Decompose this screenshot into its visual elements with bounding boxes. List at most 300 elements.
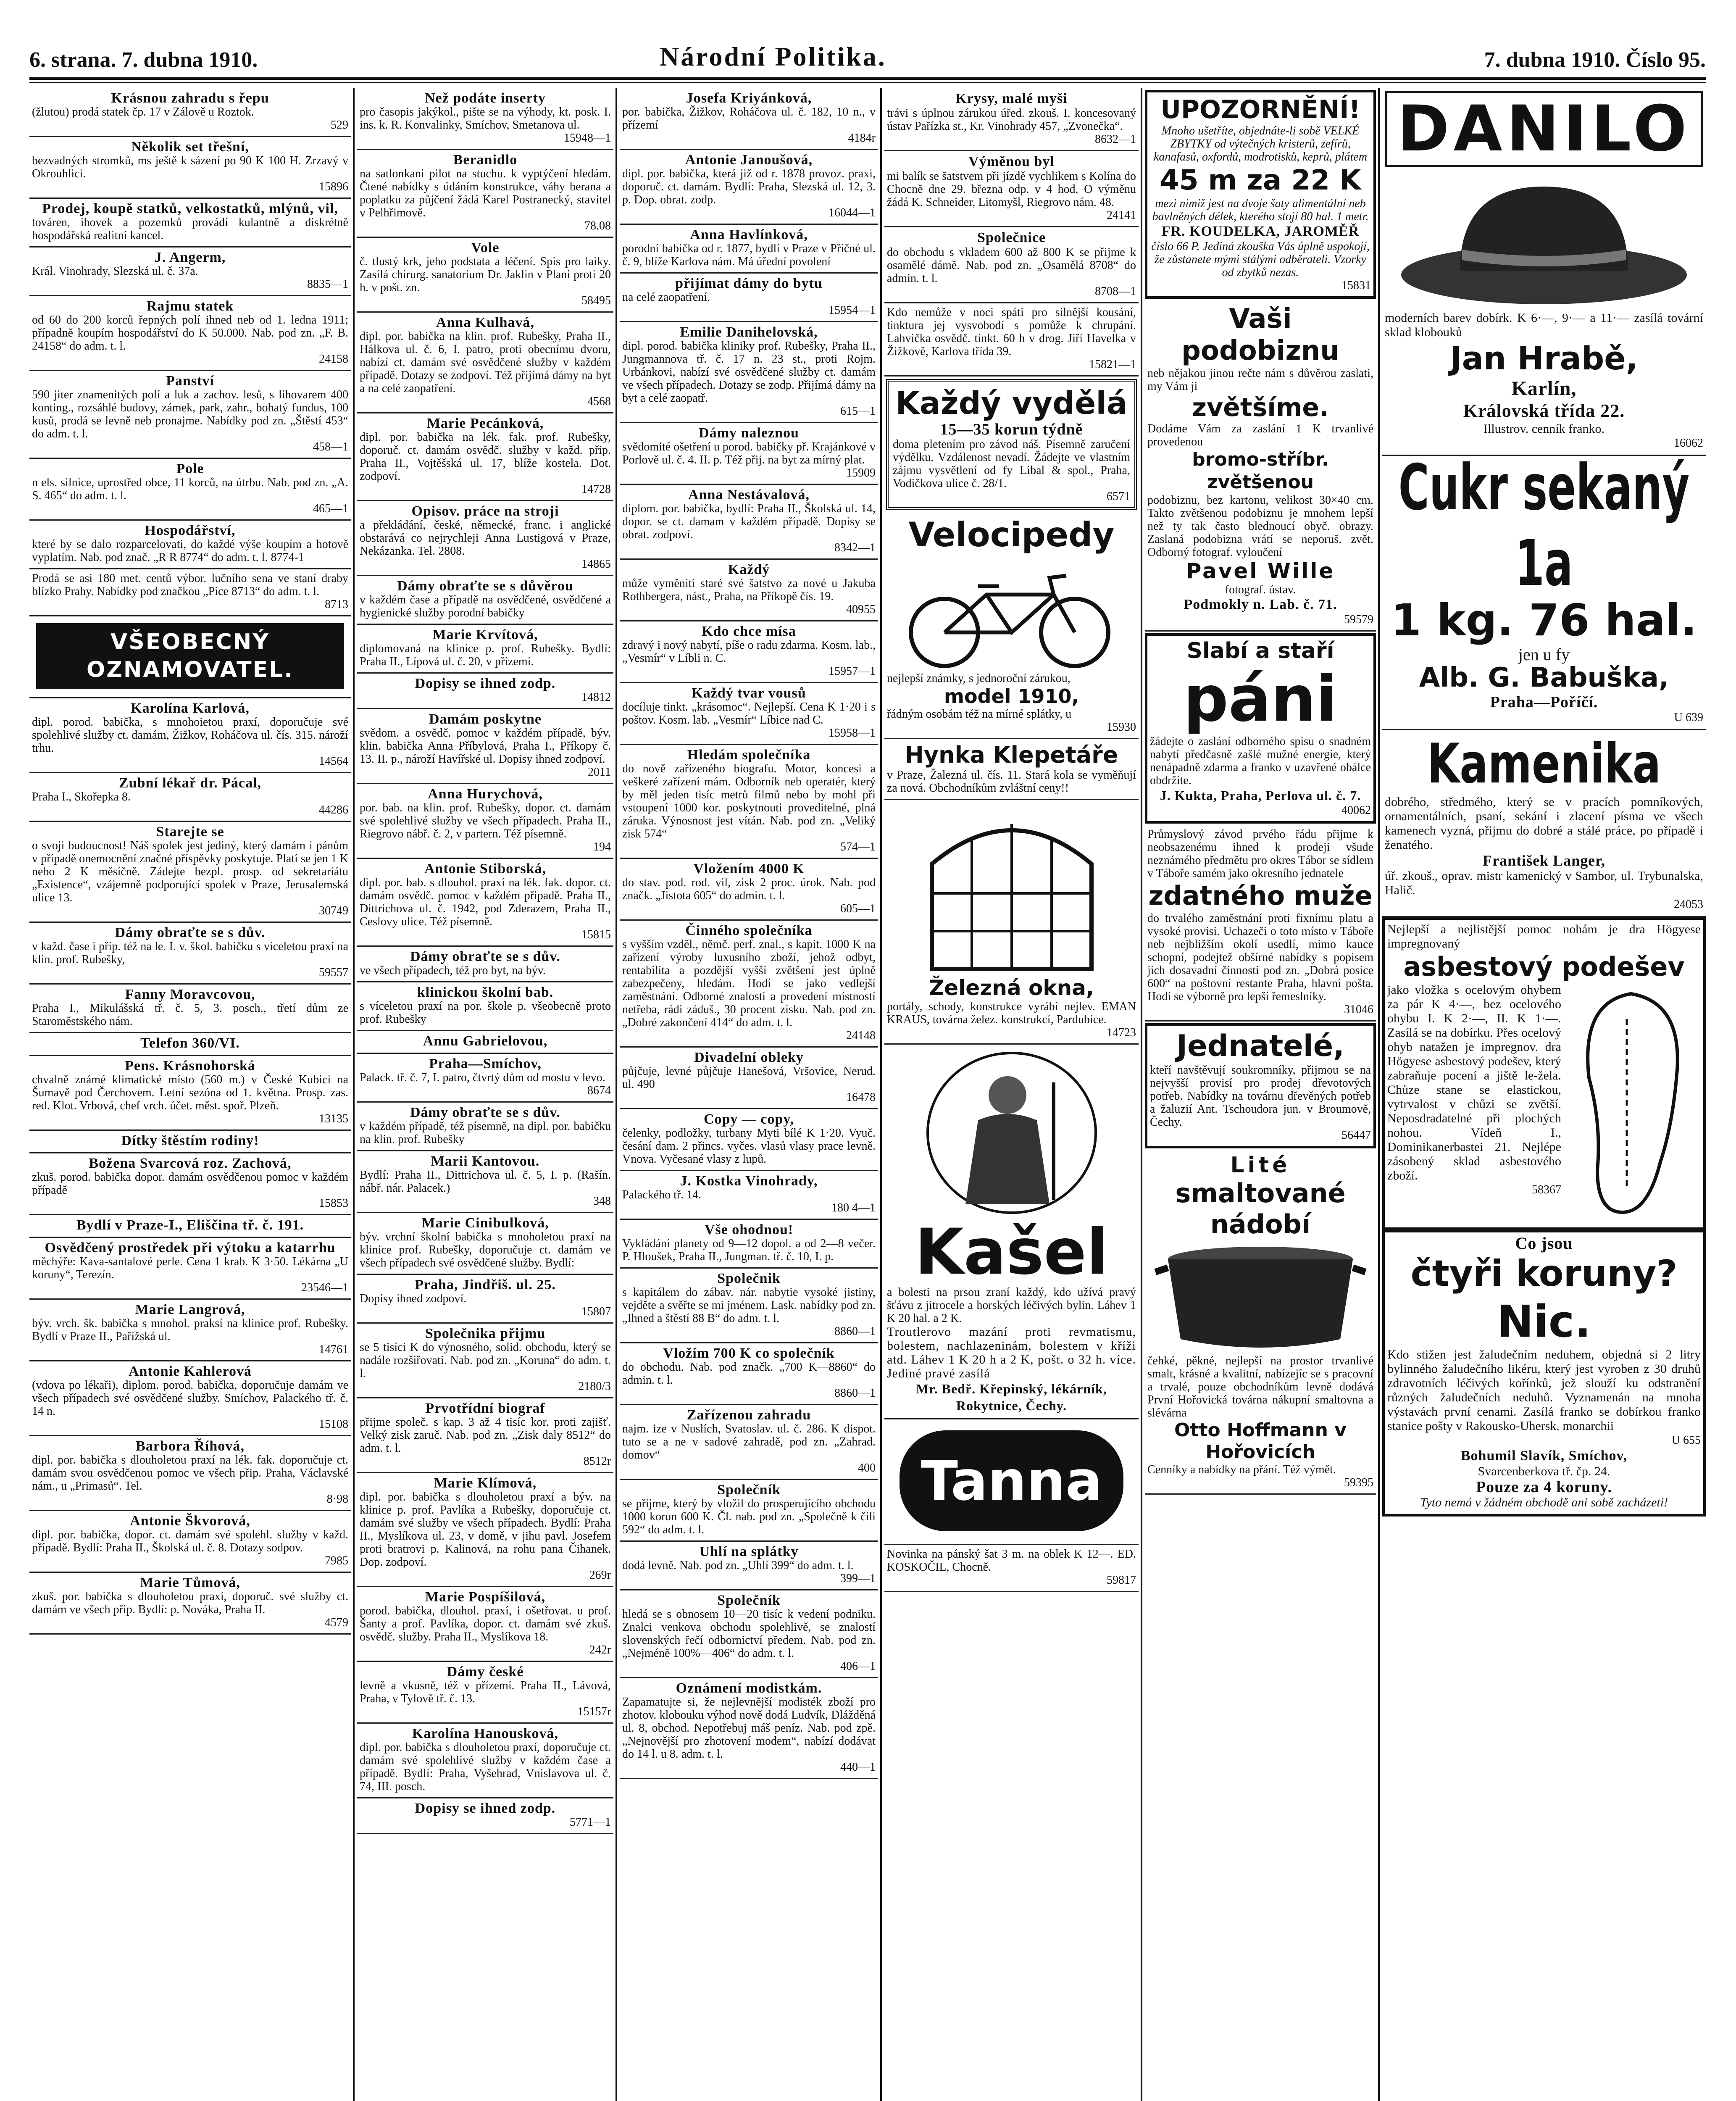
ad-heading: klinickou školní bab. (417, 985, 554, 1000)
display-ad (1382, 917, 1706, 1230)
ad-heading: Copy — copy, (703, 1111, 794, 1127)
classified-ad (357, 859, 613, 947)
classified-ad (29, 199, 351, 247)
ad-heading: Osvědčený prostředek při výtoku a katarrhu (45, 1240, 336, 1256)
classified-ad (620, 1269, 878, 1343)
ad-code: 14761 (319, 1343, 348, 1356)
classified-ad (29, 985, 351, 1033)
classified-ad (357, 313, 613, 413)
ad-text: v každ. čase i přip. též na le. I. v. škol. babičku s víceletou praxí na klin. prof. Rubešky, (32, 940, 348, 966)
classified-ad (357, 1103, 613, 1151)
classified-ad (884, 151, 1139, 227)
ad-text: jen u fy (1518, 645, 1570, 664)
ad-text: levně a vkusně, též v přízemí. Praha II., Lávová, Praha, v Tylově tř. č. 13. (360, 1679, 611, 1705)
ad-code: 348 (593, 1195, 611, 1208)
ad-display-title: Železná okna, (929, 976, 1094, 1000)
ad-heading: Výměnou byl (968, 154, 1055, 169)
ad-text: Kdo nemůže v noci spáti pro silnější kousání, tinktura jej vysvobodí s pomůže k chrupání. Lahvička osvědč. tinkt. 60 h v drog. Jiří Havelka v Žižkově, Karlova třída 39. (887, 306, 1136, 358)
classified-ad (884, 303, 1139, 376)
ad-firm: Alb. G. Babuška, (1419, 662, 1669, 693)
ad-code: 16044—1 (829, 206, 876, 219)
ad-text: jako vložka s ocelovým ohybem za pár K 4·—, bez ocelového ohybu I. K 2·—, II. K 1·—. Zasílá se na dobírku. Přes ocelový ohyb natažen je impregnov. dra Högyese asbestový podešev, který zabraňuje pocení a jiště le-žela. Chůze stane se elastickou, vytrvalost v chůzi se zvětší. Neposdradatelné při plochých nohou. Vídeň I., Dominikanerbastei 21. Nejlépe zásobený sklad asbestového zboží. (1387, 983, 1561, 1182)
ad-text: porodní babička od r. 1877, bydlí v Praze v Příčné ul. č. 9, blíže Karlova nám. Má úřední povolení (622, 242, 876, 268)
ad-code: 24158 (319, 353, 348, 366)
classified-ad (357, 1151, 613, 1213)
ad-text: portály, schody, konstrukce vyrábí nejlev. EMAN KRAUS, továrna želez. konstrukcí, Pardubice. (887, 1000, 1136, 1026)
ad-text: na celé zaopatření. (622, 291, 710, 304)
ad-text: dipl. por. babička, která již od r. 1878 provoz. praxi, doporuč. ct. damám. Bydlí: Praha, Slezská ul. 12, 3. p. Dop. obrat. zodp. (622, 167, 876, 206)
classified-ad (357, 1398, 613, 1473)
classified-ad (357, 1031, 613, 1054)
ad-code: 8835—1 (307, 278, 348, 291)
ad-code: 59817 (1107, 1574, 1136, 1587)
ad-display-title: Každý vydělá (895, 385, 1128, 421)
ad-heading: Beranidlo (453, 152, 518, 168)
ad-heading: Marii Kantovou. (431, 1153, 540, 1169)
display-ad (1145, 633, 1376, 824)
tanna-logo: Tanna (921, 1449, 1102, 1513)
ad-heading: Dámy české (447, 1664, 524, 1680)
ad-text: které by se dalo rozparcelovati, do každé výše koupím a hotově vyplatím. Nab. pod znač. „R R 8774“ do adm. t. l. 8774-1 (32, 538, 348, 564)
ad-text: pro časopis jakýkol., pište se na výhody, kt. posk. I. ins. k. R. Konvalinky, Smíchov, Smetanova ul. (360, 105, 611, 132)
ad-text: Nejlepší a nejlistější pomoc nohám je dra Högyese impregnovaný (1387, 922, 1701, 950)
ad-subtitle: Co jsou (1515, 1234, 1573, 1253)
ad-subtitle: zvětšíme. (1192, 393, 1329, 422)
ad-subtitle: 15—35 korun týdně (940, 421, 1083, 438)
classified-ad (357, 1213, 613, 1275)
classified-ad (620, 859, 878, 921)
ad-heading: Antonie Janoušová, (685, 152, 813, 168)
ad-code: 78.08 (584, 219, 611, 232)
classified-ad (884, 800, 1139, 1045)
ad-heading: Oznámení modistkám. (676, 1680, 822, 1696)
ad-code: 440—1 (840, 1761, 876, 1774)
ad-text: číslo 66 P. Jediná zkouška Vás úplně uspokojí, že zůstanete mými stálými odběrateli. Vzorky od zbytků nezas. (1151, 240, 1370, 279)
column-4 (884, 88, 1139, 2101)
ad-text: se 5 tisíci K do výnosného, solid. obchodu, který se nadále rozšiřovati. Nab. pod zn. „Koruna“ do adm. t. l. (360, 1341, 611, 1380)
ad-display-title: Slabí a staří (1186, 638, 1334, 663)
ad-text: býv. vrchní školní babička s mnoholetou praxí na klinice prof. Rubešky, doporučuje ct. damám ve všech případech své osvědčené služby. Bydlí: (360, 1230, 611, 1269)
classified-ad (884, 227, 1139, 303)
display-ad (1382, 88, 1706, 456)
ad-text: se přijme, který by vložil do prosperujícího obchodu 1000 korun 600 K. Čl. nab. pod zn. „Společně k čili 592“ do adm. t. l. (622, 1497, 876, 1536)
ad-heading: Pole (176, 461, 204, 477)
ad-code: 16062 (1674, 437, 1703, 450)
ad-code: 15954—1 (829, 304, 876, 317)
ad-heading: Pens. Krásnohorská (125, 1058, 255, 1074)
ad-code: 14812 (581, 691, 611, 704)
ad-code: 399—1 (840, 1572, 876, 1585)
ad-text: do trvalého zaměstnání proti fixnímu platu a vysoké provisi. Uchazeči o toto místo v Táboře neb nejbližším okolí usedlí, mimo kauce schopní, podejtež obšírné nabídky s popisem jich dosavadní činnosti pod zn. „Dobrá posice 600“ na poštovní restante Praha, hlavní pošta. Hodí se výborně pro lepší řemeslníky. (1147, 912, 1373, 1003)
ad-display-title: čtyři koruny? (1410, 1253, 1678, 1295)
ad-text: Palackého tř. 14. (622, 1188, 702, 1201)
display-ad (1382, 730, 1706, 917)
display-ad (1145, 825, 1376, 1022)
ad-text: čehké, pěkné, nejlepší na prostor trvanlivé smalt, krásné a kvalitní, nabízejíc se s pracovní a trvalé, pouze obchodníkům levně dodává První Hořovická továrna nákupní smaltovna a slévárna (1147, 1354, 1373, 1419)
ad-text: dipl. por. babička, dopor. ct. damám své spolehl. služby v každ. případě. Bydlí: Praha II., Školská ul. č. 8. Dotazy sodpov. (32, 1528, 348, 1554)
ad-heading: Antonie Škvorová, (130, 1513, 250, 1529)
ad-firm: Jan Hrabě, (1450, 340, 1638, 377)
ad-code: 15807 (581, 1305, 611, 1318)
hat-illustration (1389, 170, 1699, 308)
ad-code: 194 (593, 840, 611, 853)
classified-ad (29, 1511, 351, 1573)
ad-heading: Několik set třešní, (131, 139, 249, 155)
ad-heading: Anna Havlínková, (690, 227, 808, 242)
ad-heading: Vložím 700 K co společník (663, 1345, 835, 1361)
ad-subtitle: bromo-stříbr. zvětšenou (1192, 449, 1329, 493)
classified-ad (620, 150, 878, 225)
ad-heading: Každý (728, 562, 770, 577)
ad-text: může vyměniti staré své šatstvo za nové u Jakuba Rothbergera, nást., Praha, na Příkopě čís. 19. (622, 577, 876, 603)
column-divider (880, 88, 882, 2101)
ad-text: Dodáme Vám za zaslání 1 K trvanlivé provedenou (1147, 422, 1373, 448)
ad-code: 465—1 (313, 502, 348, 515)
ad-heading: Starejte se (156, 824, 224, 840)
ad-heading: Krysy, malé myši (955, 91, 1068, 106)
ad-text: Průmyslový závod prvého řádu přijme k neobsazenému ihned k prodeji všude neznámého předmětu pro okres Tábor se sídlem v Táboře samém jako okresního jednatele (1147, 828, 1373, 880)
ad-text: býv. vrch. šk. babička s mnohol. praksí na klinice prof. Rubešky. Bydlí v Praze II., Pařížská ul. (32, 1317, 348, 1343)
classified-ad (884, 739, 1139, 800)
ad-code: 574—1 (840, 840, 876, 853)
classified-ad (620, 683, 878, 745)
ad-display-title: Nic. (1497, 1296, 1591, 1347)
ad-code: 8713 (325, 598, 348, 611)
ad-firm: Otto Hoffmann v Hořovicích (1174, 1419, 1347, 1463)
ad-heading: Společnika přijmu (425, 1326, 546, 1341)
ad-code: 40955 (846, 603, 876, 616)
ad-heading: Bydlí v Praze-I., Eliščina tř. č. 191. (76, 1217, 304, 1233)
newspaper-title: Národní Politika. (660, 42, 886, 71)
classified-ad (884, 512, 1139, 739)
arched-window-illustration (894, 805, 1129, 973)
classified-ad (620, 1171, 878, 1220)
display-ad (1382, 1230, 1706, 1517)
ad-text: Praha I., Skořepka 8. (32, 790, 131, 803)
ad-code: U 655 (1671, 1434, 1701, 1447)
ad-code: 406—1 (840, 1660, 876, 1673)
ad-heading: Marie Cinibulková, (421, 1215, 549, 1231)
ad-text: zkuš. por. babička s dlouholetou praxí, doporuč. své služby ct. damám ve všech přip. Bydlí: p. Nováka, Praha II. (32, 1590, 348, 1616)
classified-ad (29, 88, 351, 137)
ad-firm: Pavel Wille (1186, 559, 1335, 583)
ad-text: nejlepší známky, s jednoroční zárukou, (887, 672, 1071, 685)
ad-heading: Dámy naleznou (699, 425, 799, 441)
classified-ad (884, 88, 1139, 151)
ad-text: Král. Vinohrady, Slezská ul. č. 37a. (32, 265, 198, 278)
ad-code: 15958—1 (829, 727, 876, 740)
ad-text: dipl. porod. babička kliniky prof. Rubešky, Praha II., Jungmannova tř. č. 17 n. 23 st., proti Rojm. Urbánkovi, nabízí své osvědčené služby ct. damám ve všech případech. Dotazy se zodp. Přijímá dámy na byt a celé zaopatř. (622, 340, 876, 405)
ad-text: diplomovaná na klinice p. prof. Rubešky. Bydlí: Praha II., Lípová ul. č. 20, v přízemí. (360, 642, 611, 668)
classified-ad (884, 1545, 1139, 1592)
ad-code: 59557 (319, 966, 348, 979)
ad-heading: Anna Kulhavá, (436, 315, 535, 330)
ad-heading: Marie Pospíšilová, (425, 1589, 546, 1605)
classified-ad (620, 485, 878, 560)
classified-ad (620, 1220, 878, 1269)
ad-text: o svoji budoucnost! Náš spolek jest jediný, který damám i pánům v případě onemocnění značné příspěvky poskytuje. Platí se jen 1 K nebo 2 K měsíčně. Zádejte bezpl. prosp. od sekretariátu „Existence“, vzájemně podporující spolek v Praze, Jerusalemská ulice 13. (32, 839, 348, 904)
ad-text: s víceletou praxí na por. škole p. všeobecně proto prof. Rubešky (360, 1000, 611, 1026)
ad-heading: Emilie Danihelovská, (680, 324, 818, 340)
classified-ad (29, 1300, 351, 1361)
display-ad (1382, 456, 1706, 730)
classified-ad (886, 379, 1137, 510)
ad-price: Pouze za 4 koruny. (1476, 1478, 1612, 1496)
ad-text: Prodá se asi 180 met. centů výbor. lučního sena ve staní draby blízko Prahy. Nabídky pod značkou „Pice 8713“ do adm. t. l. (32, 572, 348, 598)
ad-text: Bydlí: Praha II., Dittrichova ul. č. 5, I. p. (Rašín. nábř. nár. Palacek.) (360, 1169, 611, 1195)
classified-ad (29, 1361, 351, 1436)
ad-code: 458—1 (313, 440, 348, 453)
ad-heading: Dítky štěstím rodiny! (121, 1133, 259, 1148)
classified-ad (620, 1480, 878, 1542)
ad-display-title: Kamenika (1427, 732, 1661, 796)
ad-text: dipl. por. babička s dlouholetou praxí a býv. na klinice p. prof. Pavlíka a Rubešky, doporučuje ct. damám své služby ve všech případech. Bydlí: Praha II., Myslíkova ul. 23, v domě, v jihu pavl. Josefem proti bratrovi p. Kalinová, na rohu pana Čihanek. Dop. zodpoví. (360, 1490, 611, 1569)
insole-illustration (1564, 985, 1698, 1221)
classified-ad (620, 1542, 878, 1590)
page-header (29, 25, 1706, 76)
classified-ad (29, 1056, 351, 1131)
classified-ad (357, 1275, 613, 1324)
classified-ad (620, 745, 878, 859)
column-6 (1382, 88, 1706, 2101)
classified-ad (620, 621, 878, 683)
ad-heading: Než podáte inserty (424, 90, 546, 106)
ad-firm: Bohumil Slavík, Smíchov, (1460, 1448, 1628, 1464)
classified-ad (620, 560, 878, 621)
ad-text: Dopisy ihned zodpoví. (360, 1292, 467, 1305)
ad-heading: Anna Hurychová, (428, 786, 543, 802)
ad-heading: Zařízenou zahradu (687, 1407, 811, 1423)
ad-text: přijme společ. s kap. 3 až 4 tisíc kor. proti zajišť. Velký zisk zaruč. Nab. pod zn. „Zisk daly 8512“ do adm. t. l. (360, 1416, 611, 1455)
ad-text: dipl. por. babička s dlouholetou praxí, doporučuje ct. damám své spolehlivé služby v každém čase a případě. Bydlí: Praha, Vyšehrad, Vnislavova ul. č. 74, III. posch. (360, 1741, 611, 1793)
ad-text: zdravý i nový nabytí, píše o radu zdarma. Kosm. lab., „Vesmír“ v Líbli n. C. (622, 639, 876, 665)
classified-ad (29, 1215, 351, 1238)
ad-text: hledá se s obnosem 10—20 tisíc k vedení podniku. Znalci venkova obchodu spolehlivě, se znalostí slovenských řečí odbornictví předem. Nab. pod zn. „Nejméně 100%—406“ do adm. t. l. (622, 1608, 876, 1660)
ad-subheading: Troutlerovo mazání proti revmatismu, bolestem, nachlazeninám, bolestem v kříži atd. Láhev 1 K 20 h a 2 K, pošt. o 32 h. více. Jediné pravé zasílá (887, 1325, 1136, 1380)
ad-heading: Antonie Stiborská, (424, 861, 547, 877)
ad-text: žádejte o zaslání odborného spisu o snadném nabytí předčasně zašlé mužné energie, který nenápadně zdarma a franko v uzavřené obálce obdržíte. (1150, 735, 1371, 787)
ad-heading: Marie Langrová, (135, 1302, 245, 1317)
classified-ad (620, 423, 878, 485)
ad-code: 23546—1 (301, 1281, 348, 1294)
ad-text: dipl. porod. babička, s mnohoietou praxí, doporučuje své spolehlivé služby ct. damám, Žižkov, Roháčova ul. čís. 315. nároží trhu. (32, 716, 348, 755)
ad-display-title: Velocipedy (908, 515, 1115, 554)
classified-ad (29, 296, 351, 371)
ad-text: Vykládání planety od 9—12 dopol. a od 2—8 večer. P. Hloušek, Praha II., Jungman. tř. č. 10, I. p. (622, 1237, 876, 1263)
ad-text: od 60 do 200 korců řepných polí ihned neb od 1. ledna 1911; případně koupím hospodářství do K 50.000. Nab. pod zn. „F. B. 24158“ do adm. t. l. (32, 313, 348, 353)
bicycle-icon (894, 557, 1129, 670)
classified-ad (29, 371, 351, 459)
classified-ad (357, 1054, 613, 1103)
classified-ad (620, 1343, 878, 1405)
classified-ad (620, 1590, 878, 1678)
ad-text: por. bab. na klin. prof. Rubešky, dopor. ct. damám své spolehlivé služby ve všech případech. Praha II., Riegrovo nábř. č. 2, v partern. Též písemně. (360, 801, 611, 840)
ad-code: 13135 (319, 1112, 348, 1125)
ad-code: 58367 (1532, 1183, 1561, 1196)
classified-ad (29, 616, 351, 698)
classified-ad (357, 1798, 613, 1834)
ad-heading: Hospodářství, (145, 523, 236, 538)
ad-text: a bolesti na prsou zraní každý, kdo užívá pravý šťávu z jitrocele a horských léčivých bylin. Láhev 1 K 20 hal. a 2 K. (887, 1286, 1136, 1325)
column-divider (1141, 88, 1142, 2101)
ad-heading: Společnice (977, 230, 1046, 245)
ad-code: 15896 (319, 180, 348, 193)
ad-text: Svarcenberkova tř. čp. 24. (1478, 1464, 1610, 1478)
classified-ad (29, 923, 351, 985)
ad-code: 4579 (325, 1616, 348, 1629)
ad-text: s vyšším vzděl., němč. perf. znal., s kapit. 1000 K na zařízení výroby luxusního zboží, jehož odbyt, rentabilita a pozdější vyšší zvětšení jest úplně zabezpečeny, hledám. Hodí se jako vedlejší zaměstnání. Odborné znalosti a provedení místností netřeba, rádi záduš., 30 procent zisku. Nab. pod zn. „Dobré zakončení 414“ do adm. t. l. (622, 938, 876, 1029)
ad-text: (vdova po lékaři), diplom. porod. babička, doporučuje damám ve všech případech své osvědčené služby. Smíchov, Palackého tř. č. 14 n. (32, 1379, 348, 1418)
ad-heading: Josefa Kriyánková, (686, 90, 812, 106)
ad-heading: Vše ohodnou! (704, 1222, 794, 1237)
column-2 (357, 88, 613, 2101)
ad-subtitle: model 1910, (944, 685, 1079, 708)
ad-code: 30749 (319, 904, 348, 917)
ad-text: Tyto nemá v žádném obchodě ani sobě zacházeti! (1420, 1495, 1668, 1509)
ad-text: úř. zkouš., oprav. mistr kamenický v Sambor, ul. Trybunalska, Halič. (1385, 869, 1703, 897)
newspaper-page (29, 25, 1706, 2101)
classified-ad (620, 88, 878, 150)
ad-firm: František Langer, (1483, 852, 1605, 869)
ad-code: 4568 (587, 395, 611, 408)
ad-code: 180 4—1 (831, 1201, 876, 1214)
issue-date-number: 7. dubna 1910. Číslo 95. (1484, 48, 1706, 72)
ad-code: 8512r (583, 1455, 611, 1468)
ad-text: v každém případě, též písemně, na dipl. por. babičku na klin. prof. Rubešky (360, 1120, 611, 1146)
ad-code: 15930 (1107, 721, 1136, 734)
ad-heading: Marie Krvítová, (432, 627, 538, 642)
ad-code: 40062 (1341, 804, 1371, 817)
ad-display-title: Vaši podobiznu (1181, 303, 1339, 366)
ad-code: 8342—1 (834, 541, 876, 554)
ad-text: Illustrov. cenník franko. (1483, 422, 1604, 436)
ad-heading: Dopisy se ihned zodp. (415, 676, 556, 691)
classified-ad (357, 625, 613, 674)
ad-code: 59395 (1344, 1476, 1373, 1489)
ad-heading: Činného společníka (685, 923, 813, 938)
ad-text: kteří navštěvují soukromníky, přijmou se na nejvyšší provisí pro prodej dřevotových potřeb. Nabídky na továrnu dřevěných potřeb a žaluzií Ant. Tschoudora jun. v Broumově, Čechy. (1150, 1064, 1371, 1129)
ad-code: 31046 (1344, 1003, 1373, 1016)
ad-text: č. tlustý krk, jeho podstata a léčení. Spis pro laiky. Zasílá chirurg. sanatorium Dr. Jaklin v Plani proti 20 h. v pošt. zn. (360, 255, 611, 294)
ad-code: 605—1 (840, 902, 876, 915)
ad-heading: Každý tvar vousů (692, 685, 806, 701)
ad-heading: Společnik (717, 1271, 781, 1286)
ad-heading: Krásnou zahradu s řepu (111, 90, 269, 106)
ad-code: 8860—1 (834, 1325, 876, 1338)
ad-text: měchýře: Kava-santalové perle. Cena 1 krab. K 3·50. Lékárna „U koruny“, Terezín. (32, 1255, 348, 1281)
ad-code: 15957—1 (829, 665, 876, 678)
ad-heading: Telefon 360/VI. (140, 1035, 240, 1051)
ad-text: Kdo stižen jest žaludečním neduhem, objedná si 2 litry bylinného žaludečního likéru, který jest vyroben z 30 druhů zdravotních léčivých kořínků, jež slouží ku odstranění různých žaludečních neduhů. Vyznamenán na mnoha výstavách první cenami. Zasílá franko se dobírkou franko stanice pošty v Rakousko-Uhersk. monarchii (1387, 1348, 1701, 1433)
classified-ad (29, 137, 351, 199)
classified-ad (620, 322, 878, 423)
ad-text: trávi s úplnou zárukou úřed. zkouš. I. koncesovaný ústav Pařízka st., Kr. Vinohrady 457, „Zvonečka“. (887, 107, 1136, 133)
ad-code: 16478 (846, 1091, 876, 1104)
ad-text: Novinka na pánský šat 3 m. na oblek K 12—. ED. KOSKOČIL, Chocně. (887, 1548, 1136, 1574)
ad-code: 529 (331, 118, 348, 132)
ad-heading: Společník (717, 1482, 781, 1498)
classified-ad (357, 982, 613, 1031)
ad-code: 8674 (587, 1084, 611, 1097)
ad-price: 1 kg. 76 hal. (1391, 595, 1697, 646)
ad-address: Královská třída 22. (1463, 400, 1625, 421)
ad-text: doma pletením pro závod náš. Písemně zaručení výdělku. Vzdálenost nevadí. Žádejte ve vlastním zájmu vysvětlení od fy Libal & spol., Praha, Vodičkova ulice č. 28/1. (893, 438, 1130, 490)
ad-display-title: Jednatelé, (1176, 1029, 1344, 1063)
ad-code: 14564 (319, 755, 348, 768)
classified-ad (29, 247, 351, 296)
ad-text: dodá levně. Nab. pod zn. „Uhlí 399“ do adm. t. l. (622, 1559, 854, 1572)
ad-display-title: páni (1183, 663, 1338, 736)
ad-heading: Uhlí na splátky (699, 1544, 799, 1559)
ad-code: 24053 (1674, 898, 1703, 911)
ad-text: svědom. a osvědč. pomoc v každém případě, býv. klin. babička Anna Příbylová, Praha I., Příkopy č. 13. II. p., nároží Havířské ul. Dopisy ihned zodpoví. (360, 727, 611, 766)
ad-firm: Mr. Bedř. Křepinský, lékárník, Rokytnice, Čechy. (916, 1381, 1107, 1413)
tanna-logo-box (900, 1430, 1123, 1531)
classified-ad (357, 1662, 613, 1724)
ad-code: U 639 (1674, 711, 1703, 724)
ad-text: s kapitálem do zábav. nár. nabytie vysoké jistiny, vejděte a svěřte se mi jménem. Lask. nabídky pod zn. „Ihned a štěstí 88 B“ do adm. t. l. (622, 1286, 876, 1325)
ad-code: 15815 (581, 928, 611, 941)
ad-code: 8708—1 (1095, 285, 1136, 298)
classified-ad (29, 1131, 351, 1153)
ad-address: Praha—Poříčí. (1490, 693, 1598, 711)
ad-heading: Kdo chce mísa (702, 624, 796, 639)
ad-code: 24148 (846, 1029, 876, 1042)
classified-ad (357, 709, 613, 784)
ad-text: neb nějakou jinou rečte nám s důvěrou zaslati, my Vám ji (1147, 367, 1373, 393)
ad-code: 59579 (1344, 613, 1373, 626)
ad-code: 15948—1 (564, 132, 611, 145)
ad-heading: Barbora Říhová, (136, 1438, 245, 1454)
ad-text: n els. silnice, uprostřed obce, 11 korců, na útrbu. Nab. pod zn. „A. S. 465“ do adm. t. l. (32, 476, 348, 502)
classified-ad (29, 1573, 351, 1635)
classified-ad (357, 947, 613, 982)
ad-text: bezvadných stromků, ms ještě k sázení po 90 K 100 H. Zrzavý v Okrouhlici. (32, 154, 348, 180)
ad-code: 7985 (325, 1554, 348, 1567)
ad-text: fotograf. ústav. (1225, 583, 1296, 596)
ad-text: ve všech případech, též pro byt, na býv. (360, 964, 546, 977)
classified-ad (620, 1405, 878, 1480)
ad-heading: Zubní lékař dr. Pácal, (118, 775, 262, 791)
ad-text: najm. ize v Nuslích, Svatoslav. ul. č. 286. K dispot. tuto se a ne v sadové zahradě, pod zn. „Zahrad. domov“ (622, 1422, 876, 1461)
classified-ad (357, 501, 613, 576)
classified-ad (29, 521, 351, 569)
ad-text: mezi nimiž jest na dvoje šaty alimentální neb bavlněných délek, kterého stojí 80 hal. 1 metr. (1152, 197, 1369, 223)
ad-code: 2180/3 (578, 1380, 611, 1393)
ad-text: zkuš. porod. babička dopor. damám osvědčenou pomoc v každém případě (32, 1171, 348, 1197)
ad-code: 400 (858, 1461, 876, 1474)
classified-ad (357, 576, 613, 625)
ad-code: 15157r (577, 1705, 611, 1718)
ad-heading: Prodej, koupě statků, velkostatků, mlýnů, vil, (42, 201, 338, 216)
ad-text: mi balík se šatstvem při jízdě vychlikem s Kolína do Chocně dne 29. března odp. v 4 hod. O výměnu žádá K. Schneider, Litomyšl, Riegrovo nám. 48. (887, 170, 1136, 209)
classified-ad (357, 1473, 613, 1587)
ad-heading: Prvotřídní biograf (425, 1401, 545, 1416)
ad-text: docíluje tinkt. „krásomoc“. Nejlepší. Cena K 1·20 i s poštov. Kosm. lab. „Vesmír“ Líbice nad C. (622, 700, 876, 727)
ad-text: půjčuje, levné půjčuje Hanešová, Vršovice, Nerud. ul. 490 (622, 1065, 876, 1091)
ad-heading: Panství (166, 373, 214, 389)
ad-heading: Dámy obraťte se s dův. (410, 1105, 560, 1120)
ad-code: 56447 (1341, 1129, 1371, 1142)
ad-text: do nově zařízeného biografu. Motor, koncesi a veškeré zařízení mám. Odborník neb operatér, který by měl jeden tisíc metrů filmů nebo by mohl při vstoupení 1000 kor. poskytnouti proveditelné, plná záruka. Výnosnost jest vítán. Nab. pod zn. „Veliký zisk 574“ (622, 762, 876, 840)
ad-address: Podmokly n. Lab. č. 71. (1184, 597, 1337, 612)
ad-code: 14865 (581, 558, 611, 571)
ad-code: 15831 (1341, 279, 1371, 292)
ad-text: dipl. por. babička na klin. prof. Rubešky, Praha II., Hálkova ul. č. 6, I. patro, proti obecnímu dvoru, nabízí ct. damám své osvědčené služby v každém případě. Dotazy se zodpoví. Též přijímá dámy na byt a na celé zaopatření. (360, 330, 611, 395)
classified-ad (29, 569, 351, 616)
ad-heading: Annu Gabrielovou, (423, 1033, 548, 1049)
ad-text: (žlutou) prodá statek čp. 17 v Zálově u Roztok. (32, 105, 254, 118)
